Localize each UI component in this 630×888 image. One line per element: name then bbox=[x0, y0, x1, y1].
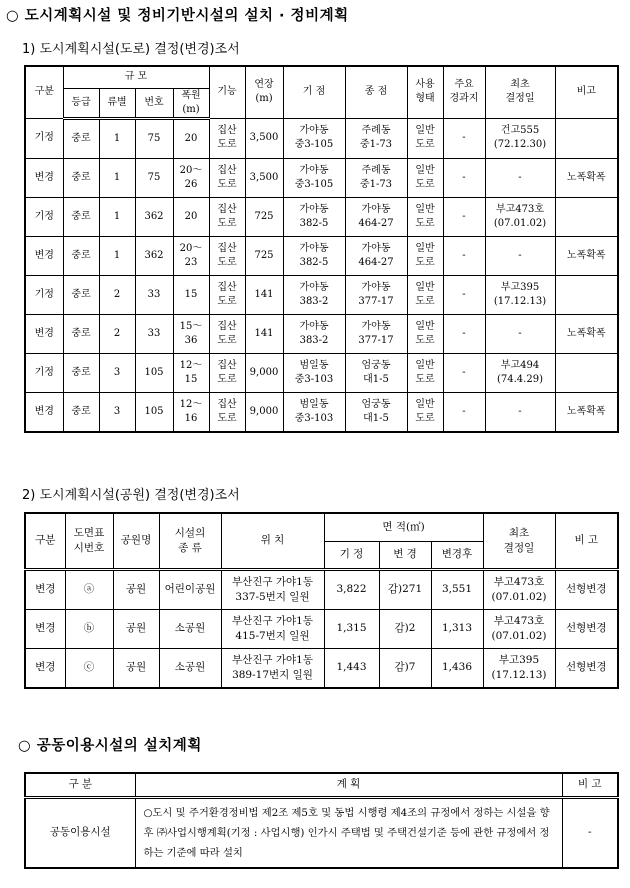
park-cell-park-name: 공원 bbox=[113, 569, 159, 609]
park-decision-table bbox=[24, 512, 619, 689]
road-header-end: 종 점 bbox=[345, 66, 407, 118]
park-cell-remarks: 선형변경 bbox=[555, 569, 618, 609]
road-decision-table bbox=[24, 65, 619, 433]
road-cell-via: - bbox=[443, 392, 485, 432]
park-cell-map-no: ⓒ bbox=[65, 648, 113, 688]
road-cell-first: - bbox=[485, 158, 555, 197]
common-facility-table bbox=[24, 772, 619, 869]
park-cell-existing: 1,315 bbox=[324, 609, 379, 648]
road-cell-remarks bbox=[555, 197, 618, 236]
road-cell-first: - bbox=[485, 314, 555, 353]
common-row-remarks: - bbox=[562, 797, 618, 868]
road-cell-function: 집산 도로 bbox=[209, 118, 245, 158]
park-cell-remarks: 선형변경 bbox=[555, 648, 618, 688]
road-cell-number: 105 bbox=[135, 353, 173, 392]
road-cell-grade: 중로 bbox=[63, 197, 99, 236]
road-cell-remarks: 노폭확폭 bbox=[555, 158, 618, 197]
road-table-row bbox=[25, 275, 618, 314]
road-header-gubun: 구분 bbox=[25, 66, 63, 118]
road-cell-via: - bbox=[443, 197, 485, 236]
road-cell-type: 1 bbox=[99, 158, 135, 197]
road-cell-end: 가야동 377-17 bbox=[345, 314, 407, 353]
road-header-scale: 규 모 bbox=[63, 66, 209, 88]
park-cell-gubun: 변경 bbox=[25, 569, 65, 609]
road-table-row bbox=[25, 392, 618, 432]
road-cell-end: 가야동 464-27 bbox=[345, 236, 407, 275]
road-cell-grade: 중로 bbox=[63, 392, 99, 432]
road-cell-via: - bbox=[443, 314, 485, 353]
park-cell-location: 부산진구 가야1동 389-17번지 일원 bbox=[221, 648, 324, 688]
road-cell-remarks: 노폭확폭 bbox=[555, 314, 618, 353]
road-header-start: 기 점 bbox=[283, 66, 345, 118]
road-cell-length: 141 bbox=[245, 275, 283, 314]
park-table-row bbox=[25, 609, 618, 648]
road-cell-start: 가야동 383-2 bbox=[283, 275, 345, 314]
park-table-row bbox=[25, 569, 618, 609]
road-table-row bbox=[25, 197, 618, 236]
road-cell-via: - bbox=[443, 158, 485, 197]
road-cell-type: 3 bbox=[99, 392, 135, 432]
park-cell-first: 부고473호 (07.01.02) bbox=[483, 609, 555, 648]
road-cell-width: 20～ 26 bbox=[173, 158, 209, 197]
road-table-row bbox=[25, 314, 618, 353]
road-header-first-decision: 최초 결정일 bbox=[485, 66, 555, 118]
road-cell-grade: 중로 bbox=[63, 118, 99, 158]
road-cell-via: - bbox=[443, 236, 485, 275]
park-cell-first: 부고395 (17.12.13) bbox=[483, 648, 555, 688]
road-cell-gubun: 기정 bbox=[25, 353, 63, 392]
park-header-first-decision: 최초 결정일 bbox=[483, 513, 555, 569]
park-cell-change: 감)271 bbox=[379, 569, 431, 609]
road-cell-start: 가야동 382-5 bbox=[283, 236, 345, 275]
road-cell-gubun: 기정 bbox=[25, 197, 63, 236]
park-cell-park-name: 공원 bbox=[113, 648, 159, 688]
road-header-remarks: 비고 bbox=[555, 66, 618, 118]
road-cell-length: 9,000 bbox=[245, 353, 283, 392]
road-cell-length: 141 bbox=[245, 314, 283, 353]
park-header-map-no: 도면표 시번호 bbox=[65, 513, 113, 569]
road-cell-first: - bbox=[485, 392, 555, 432]
road-cell-end: 가야동 464-27 bbox=[345, 197, 407, 236]
park-cell-first: 부고473호 (07.01.02) bbox=[483, 569, 555, 609]
road-cell-gubun: 변경 bbox=[25, 236, 63, 275]
road-cell-length: 725 bbox=[245, 197, 283, 236]
road-cell-usage: 일반 도로 bbox=[407, 197, 443, 236]
road-table-row bbox=[25, 158, 618, 197]
section2-title: ○ 공동이용시설의 설치계획 bbox=[18, 738, 202, 754]
road-cell-usage: 일반 도로 bbox=[407, 236, 443, 275]
road-cell-type: 3 bbox=[99, 353, 135, 392]
road-cell-first: 부고395 (17.12.13) bbox=[485, 275, 555, 314]
road-cell-gubun: 변경 bbox=[25, 392, 63, 432]
road-cell-function: 집산 도로 bbox=[209, 392, 245, 432]
road-cell-function: 집산 도로 bbox=[209, 314, 245, 353]
road-cell-start: 가야동 383-2 bbox=[283, 314, 345, 353]
road-cell-via: - bbox=[443, 353, 485, 392]
road-cell-type: 1 bbox=[99, 236, 135, 275]
road-cell-number: 362 bbox=[135, 236, 173, 275]
park-cell-remarks: 선형변경 bbox=[555, 609, 618, 648]
road-cell-start: 가야동 382-5 bbox=[283, 197, 345, 236]
road-cell-type: 2 bbox=[99, 275, 135, 314]
road-cell-number: 362 bbox=[135, 197, 173, 236]
road-cell-width: 15～ 36 bbox=[173, 314, 209, 353]
road-cell-length: 725 bbox=[245, 236, 283, 275]
park-cell-location: 부산진구 가야1동 415-7번지 일원 bbox=[221, 609, 324, 648]
park-cell-map-no: ⓐ bbox=[65, 569, 113, 609]
road-cell-number: 33 bbox=[135, 314, 173, 353]
road-cell-usage: 일반 도로 bbox=[407, 158, 443, 197]
road-header-number: 번호 bbox=[135, 88, 173, 118]
road-cell-function: 집산 도로 bbox=[209, 197, 245, 236]
road-cell-end: 가야동 377-17 bbox=[345, 275, 407, 314]
road-cell-start: 가야동 중3-105 bbox=[283, 158, 345, 197]
park-table-row bbox=[25, 648, 618, 688]
road-cell-grade: 중로 bbox=[63, 314, 99, 353]
road-cell-first: 건고555 (72.12.30) bbox=[485, 118, 555, 158]
road-cell-length: 9,000 bbox=[245, 392, 283, 432]
common-header-remarks: 비 고 bbox=[562, 773, 618, 797]
park-cell-after: 1,436 bbox=[431, 648, 483, 688]
road-header-via: 주요 경과지 bbox=[443, 66, 485, 118]
road-cell-end: 엄궁동 대1-5 bbox=[345, 353, 407, 392]
road-cell-width: 15 bbox=[173, 275, 209, 314]
road-header-type: 류별 bbox=[99, 88, 135, 118]
road-cell-usage: 일반 도로 bbox=[407, 392, 443, 432]
road-cell-first: 부고473호 (07.01.02) bbox=[485, 197, 555, 236]
road-cell-remarks bbox=[555, 275, 618, 314]
park-cell-map-no: ⓑ bbox=[65, 609, 113, 648]
road-cell-length: 3,500 bbox=[245, 158, 283, 197]
road-cell-via: - bbox=[443, 275, 485, 314]
road-table-title: 1) 도시계획시설(도로) 결정(변경)조서 bbox=[22, 42, 240, 57]
road-cell-first: 부고494 (74.4.29) bbox=[485, 353, 555, 392]
road-cell-type: 2 bbox=[99, 314, 135, 353]
road-header-width: 폭원 (m) bbox=[173, 88, 209, 118]
park-cell-change: 감)2 bbox=[379, 609, 431, 648]
road-cell-remarks bbox=[555, 353, 618, 392]
road-cell-end: 주례동 중1-73 bbox=[345, 118, 407, 158]
park-header-change: 변 경 bbox=[379, 541, 431, 569]
road-table-row bbox=[25, 236, 618, 275]
road-cell-function: 집산 도로 bbox=[209, 158, 245, 197]
common-row-plan: ○도시 및 주거환경정비법 제2조 제5호 및 동법 시행령 제4조의 규정에서 정하는 시설을 향후 ㈜사업시행계획(기정 : 사업시행) 인가시 주택법 및 주택건설기준 등에 관한 규정에서 정하는 기준에 따라 설치 bbox=[135, 797, 562, 868]
park-header-area: 면 적(㎡) bbox=[324, 513, 483, 541]
park-cell-facility-type: 어린이공원 bbox=[159, 569, 221, 609]
park-cell-park-name: 공원 bbox=[113, 609, 159, 648]
road-cell-width: 20 bbox=[173, 197, 209, 236]
common-header-gubun: 구 분 bbox=[25, 773, 135, 797]
road-cell-function: 집산 도로 bbox=[209, 353, 245, 392]
common-row-gubun: 공동이용시설 bbox=[25, 797, 135, 868]
park-header-park-name: 공원명 bbox=[113, 513, 159, 569]
road-cell-usage: 일반 도로 bbox=[407, 118, 443, 158]
road-cell-number: 75 bbox=[135, 118, 173, 158]
road-cell-width: 20～ 23 bbox=[173, 236, 209, 275]
road-cell-grade: 중로 bbox=[63, 158, 99, 197]
road-cell-usage: 일반 도로 bbox=[407, 353, 443, 392]
road-cell-grade: 중로 bbox=[63, 353, 99, 392]
road-cell-end: 엄궁동 대1-5 bbox=[345, 392, 407, 432]
road-cell-start: 가야동 중3-105 bbox=[283, 118, 345, 158]
park-cell-existing: 1,443 bbox=[324, 648, 379, 688]
road-cell-first: - bbox=[485, 236, 555, 275]
road-table-row bbox=[25, 353, 618, 392]
road-cell-gubun: 변경 bbox=[25, 158, 63, 197]
road-cell-grade: 중로 bbox=[63, 275, 99, 314]
road-cell-gubun: 기정 bbox=[25, 118, 63, 158]
park-cell-location: 부산진구 가야1동 337-5번지 일원 bbox=[221, 569, 324, 609]
road-cell-start: 범일동 중3-103 bbox=[283, 392, 345, 432]
road-cell-function: 집산 도로 bbox=[209, 275, 245, 314]
road-cell-remarks bbox=[555, 118, 618, 158]
road-cell-number: 75 bbox=[135, 158, 173, 197]
road-cell-number: 33 bbox=[135, 275, 173, 314]
park-cell-after: 3,551 bbox=[431, 569, 483, 609]
park-header-after: 변경후 bbox=[431, 541, 483, 569]
road-cell-start: 범일동 중3-103 bbox=[283, 353, 345, 392]
road-cell-type: 1 bbox=[99, 118, 135, 158]
road-cell-via: - bbox=[443, 118, 485, 158]
road-cell-usage: 일반 도로 bbox=[407, 275, 443, 314]
park-cell-change: 감)7 bbox=[379, 648, 431, 688]
park-table-title: 2) 도시계획시설(공원) 결정(변경)조서 bbox=[22, 488, 240, 503]
park-cell-existing: 3,822 bbox=[324, 569, 379, 609]
common-header-plan: 계 획 bbox=[135, 773, 562, 797]
road-table-row bbox=[25, 118, 618, 158]
section1-title: ○ 도시계획시설 및 정비기반시설의 설치 · 정비계획 bbox=[6, 8, 349, 24]
road-header-grade: 등급 bbox=[63, 88, 99, 118]
park-header-facility-type: 시설의 종 류 bbox=[159, 513, 221, 569]
road-header-length: 연장 (m) bbox=[245, 66, 283, 118]
road-cell-length: 3,500 bbox=[245, 118, 283, 158]
road-cell-end: 주례동 중1-73 bbox=[345, 158, 407, 197]
road-cell-remarks: 노폭확폭 bbox=[555, 236, 618, 275]
road-cell-function: 집산 도로 bbox=[209, 236, 245, 275]
road-cell-grade: 중로 bbox=[63, 236, 99, 275]
road-cell-number: 105 bbox=[135, 392, 173, 432]
road-cell-usage: 일반 도로 bbox=[407, 314, 443, 353]
road-header-function: 기능 bbox=[209, 66, 245, 118]
park-header-existing: 기 정 bbox=[324, 541, 379, 569]
park-header-gubun: 구분 bbox=[25, 513, 65, 569]
park-cell-facility-type: 소공원 bbox=[159, 648, 221, 688]
park-cell-after: 1,313 bbox=[431, 609, 483, 648]
road-cell-width: 12～ 15 bbox=[173, 353, 209, 392]
road-cell-gubun: 기정 bbox=[25, 275, 63, 314]
road-cell-width: 20 bbox=[173, 118, 209, 158]
park-header-remarks: 비 고 bbox=[555, 513, 618, 569]
road-cell-remarks: 노폭확폭 bbox=[555, 392, 618, 432]
road-cell-type: 1 bbox=[99, 197, 135, 236]
road-cell-gubun: 변경 bbox=[25, 314, 63, 353]
road-cell-width: 12～ 16 bbox=[173, 392, 209, 432]
park-cell-gubun: 변경 bbox=[25, 648, 65, 688]
park-cell-gubun: 변경 bbox=[25, 609, 65, 648]
park-header-location: 위 치 bbox=[221, 513, 324, 569]
park-cell-facility-type: 소공원 bbox=[159, 609, 221, 648]
road-header-usage: 사용 형태 bbox=[407, 66, 443, 118]
